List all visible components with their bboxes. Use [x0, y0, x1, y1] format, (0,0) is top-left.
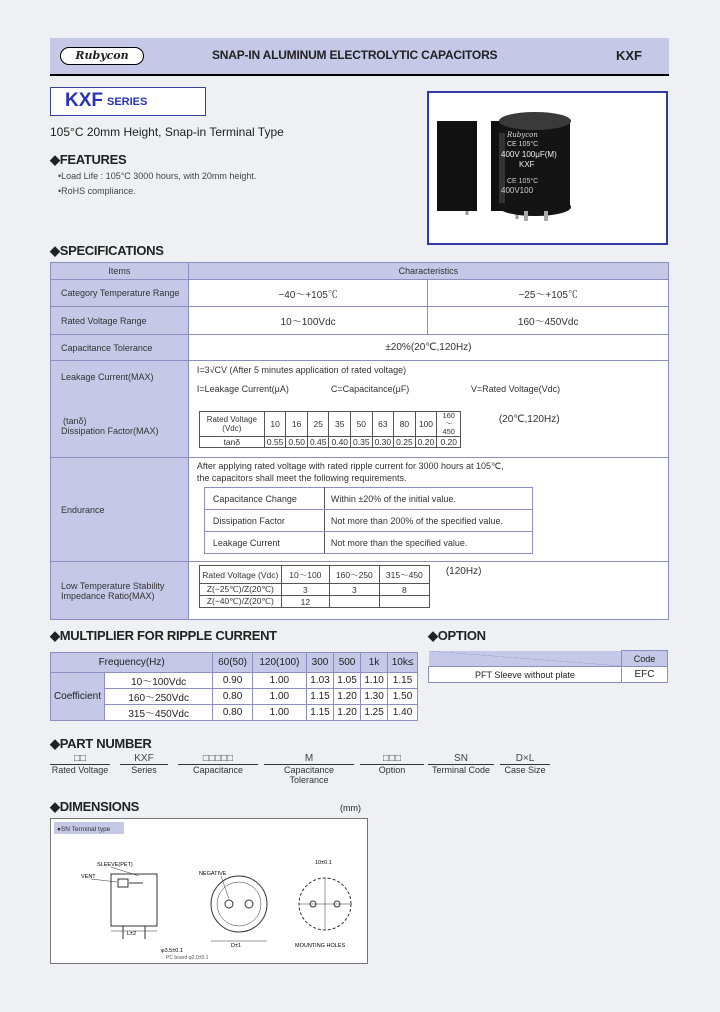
- endurance-value: Within ±20% of the initial value.: [324, 488, 532, 510]
- tand-value: 0.35: [351, 437, 373, 448]
- lowtemp-value: 3: [329, 584, 379, 596]
- part-code: □□: [50, 753, 110, 765]
- freq: 120(100): [252, 653, 306, 673]
- spec-label: Rated Voltage Range: [51, 307, 189, 335]
- header-code: KXF: [616, 48, 642, 63]
- endurance-key: Leakage Current: [204, 532, 324, 554]
- part-code: SN: [428, 753, 494, 765]
- tand-voltage: 10: [264, 412, 286, 437]
- tand-voltage: 50: [351, 412, 373, 437]
- spec-label-lowtemp: [51, 562, 189, 620]
- lowtemp-cell: [188, 562, 668, 620]
- endurance-value: Not more than 200% of the specified value.: [324, 510, 532, 532]
- leakage-label: Leakage Current(MAX): [61, 372, 154, 382]
- product-photo: [427, 91, 668, 245]
- voltage-range: 315～450Vdc: [105, 705, 213, 721]
- part-code: D×L: [500, 753, 550, 765]
- freq: 500: [334, 653, 361, 673]
- tand-value: 0.40: [329, 437, 351, 448]
- endurance-text: the capacitors shall meet the following requirements.: [196, 473, 407, 483]
- endurance-table: [204, 487, 533, 554]
- spec-value: −40～+105℃: [188, 280, 428, 307]
- col-items: Items: [51, 263, 189, 280]
- part-label: Case Size: [504, 765, 546, 775]
- coef: 1.40: [388, 705, 418, 721]
- tand-value: 0.55: [264, 437, 286, 448]
- option-code-header: Code: [622, 651, 668, 667]
- lowtemp-value: [329, 596, 379, 608]
- leakage-tand-cell: [188, 361, 668, 458]
- voltage-range: 10～100Vdc: [105, 673, 213, 689]
- freq-label: Frequency(Hz): [51, 653, 213, 673]
- coef: 1.10: [361, 673, 388, 689]
- spec-value: ±20%(20℃,120Hz): [188, 335, 668, 361]
- option-table: [428, 650, 668, 683]
- photo-text: KXF: [519, 160, 535, 169]
- endurance-text: After applying rated voltage with rated ripple current for 3000 hours at 105℃,: [196, 461, 504, 471]
- tand-voltage: 63: [372, 412, 394, 437]
- spec-label: Capacitance Tolerance: [51, 335, 189, 361]
- dim-10: 10±0.1: [315, 860, 332, 866]
- option-heading: ◆OPTION: [428, 628, 486, 643]
- lowtemp-value: [379, 596, 429, 608]
- coef: 1.15: [306, 705, 333, 721]
- option-code: EFC: [622, 667, 668, 683]
- brand-logo: Rubycon: [60, 47, 144, 65]
- lowtemp-table: [199, 565, 430, 608]
- option-blank: [429, 651, 622, 667]
- photo-text: 400V100: [501, 186, 534, 195]
- spec-label-leakage-tand: [51, 361, 189, 458]
- photo-text: 400V 100μF(M): [501, 150, 557, 159]
- coef: 1.00: [252, 689, 306, 705]
- spec-value: −25～+105℃: [428, 280, 669, 307]
- tand-voltage: 80: [394, 412, 416, 437]
- tand-voltage: 16: [286, 412, 308, 437]
- lowtemp-col: 160～250: [329, 566, 379, 584]
- part-code: □□□: [360, 753, 424, 765]
- col-characteristics: Characteristics: [188, 263, 668, 280]
- lowtemp-row-label: Z(−40℃)/Z(20℃): [199, 596, 281, 608]
- photo-text: CE 105°C: [507, 178, 539, 185]
- subtitle: 105°C 20mm Height, Snap-in Terminal Type: [50, 125, 284, 139]
- features-heading: ◆FEATURES: [50, 152, 127, 167]
- coef: 1.15: [388, 673, 418, 689]
- part-label: Capacitance: [192, 765, 244, 775]
- spec-label: Endurance: [51, 458, 189, 562]
- feature-item: •Load Life : 105°C 3000 hours, with 20mm height.: [58, 171, 257, 181]
- series-name: KXF: [65, 90, 103, 111]
- tand-value: 0.20: [437, 437, 461, 448]
- pcb-label: PC board φ2.0±0.1: [166, 955, 209, 961]
- sleeve-label: SLEEVE(PET): [97, 862, 133, 868]
- coef: 1.20: [334, 705, 361, 721]
- dissipation-label: Dissipation Factor(MAX): [61, 426, 159, 436]
- photo-text: Rubycon: [507, 131, 538, 139]
- endurance-key: Dissipation Factor: [204, 510, 324, 532]
- tand-voltage: 35: [329, 412, 351, 437]
- drawing-title: ●SN Terminal type: [57, 826, 111, 833]
- coef-label: Coefficient: [51, 673, 105, 721]
- coef: 1.00: [252, 673, 306, 689]
- lowtemp-label: Low Temperature Stability: [61, 580, 165, 591]
- endurance-cell: [188, 458, 668, 562]
- tand-value: 0.45: [307, 437, 329, 448]
- series-label: SERIES: [107, 96, 148, 108]
- lowtemp-row-label: Z(−25℃)/Z(20℃): [199, 584, 281, 596]
- coef: 0.80: [213, 689, 253, 705]
- specifications-table: [50, 262, 669, 620]
- coef: 1.03: [306, 673, 333, 689]
- dimensions-heading: ◆DIMENSIONS: [50, 799, 140, 814]
- coef: 1.25: [361, 705, 388, 721]
- tand-header: Rated Voltage (Vdc): [199, 412, 264, 437]
- leakage-i: I=Leakage Current(μA): [196, 384, 289, 394]
- leakage-v: V=Rated Voltage(Vdc): [470, 384, 561, 394]
- header-title: SNAP-IN ALUMINUM ELECTROLYTIC CAPACITORS: [212, 48, 498, 62]
- partnumber-heading: ◆PART NUMBER: [50, 736, 152, 751]
- lowtemp-value: 12: [281, 596, 329, 608]
- dimensions-unit: (mm): [340, 803, 361, 813]
- coef: 1.00: [252, 705, 306, 721]
- coef: 0.90: [213, 673, 253, 689]
- vent-label: VENT: [81, 874, 96, 880]
- dimensions-drawing: [50, 818, 368, 964]
- tand-value: 0.20: [415, 437, 437, 448]
- multiplier-table: [50, 652, 418, 721]
- tand-value: 0.25: [394, 437, 416, 448]
- dim-l: L±2: [127, 931, 137, 937]
- part-label: Terminal Code: [431, 765, 491, 775]
- freq: 10k≤: [388, 653, 418, 673]
- spec-label: Category Temperature Range: [51, 280, 189, 307]
- lowtemp-col: 315～450: [379, 566, 429, 584]
- specifications-heading: ◆SPECIFICATIONS: [50, 243, 164, 258]
- mounting-label: MOUNTING HOLES: [295, 943, 346, 949]
- option-name: PFT Sleeve without plate: [429, 667, 622, 683]
- part-code: KXF: [120, 753, 168, 765]
- part-label: Series: [131, 765, 157, 775]
- multiplier-heading: ◆MULTIPLIER FOR RIPPLE CURRENT: [50, 628, 277, 643]
- lowtemp-header: Rated Voltage (Vdc): [199, 566, 281, 584]
- lowtemp-value: 3: [281, 584, 329, 596]
- tand-note: (20℃,120Hz): [498, 414, 560, 425]
- coef: 1.20: [334, 689, 361, 705]
- endurance-value: Not more than the specified value.: [324, 532, 532, 554]
- spec-value: 10～100Vdc: [188, 307, 428, 335]
- leakage-formula: I=3√CV (After 5 minutes application of rated voltage): [196, 365, 407, 375]
- part-code: M: [264, 753, 354, 765]
- freq: 300: [306, 653, 333, 673]
- lowtemp-col: 10～100: [281, 566, 329, 584]
- coef: 0.80: [213, 705, 253, 721]
- endurance-key: Capacitance Change: [204, 488, 324, 510]
- voltage-range: 160～250Vdc: [105, 689, 213, 705]
- part-label: Capacitance Tolerance: [283, 765, 335, 785]
- tand-value: 0.50: [286, 437, 308, 448]
- coef: 1.05: [334, 673, 361, 689]
- lowtemp-label: Impedance Ratio(MAX): [61, 590, 155, 601]
- page-header: [50, 38, 669, 76]
- partnumber-row: [50, 753, 570, 785]
- photo-text: CE 105°C: [507, 141, 539, 148]
- tand-voltage: 160～450: [437, 412, 461, 437]
- coef: 1.30: [361, 689, 388, 705]
- lowtemp-note: (120Hz): [445, 566, 482, 577]
- leakage-c: C=Capacitance(μF): [330, 384, 410, 394]
- part-label: Option: [378, 765, 406, 775]
- dim-tol: φ3.5±0.1: [161, 948, 183, 954]
- tand-table: [199, 411, 461, 448]
- part-code: □□□□□: [178, 753, 258, 765]
- coef: 1.50: [388, 689, 418, 705]
- dim-d: D±1: [231, 943, 242, 949]
- tand-voltage: 100: [415, 412, 437, 437]
- feature-item: •RoHS compliance.: [58, 186, 136, 196]
- tand-voltage: 25: [307, 412, 329, 437]
- series-box: [50, 87, 206, 116]
- freq: 60(50): [213, 653, 253, 673]
- freq: 1k: [361, 653, 388, 673]
- part-label: Rated Voltage: [51, 765, 109, 775]
- tand-row-label: tanδ: [199, 437, 264, 448]
- negative-label: NEGATIVE: [199, 871, 227, 877]
- lowtemp-value: 8: [379, 584, 429, 596]
- coef: 1.15: [306, 689, 333, 705]
- tand-value: 0.30: [372, 437, 394, 448]
- spec-value: 160～450Vdc: [428, 307, 669, 335]
- tand-label: (tanδ): [63, 416, 87, 426]
